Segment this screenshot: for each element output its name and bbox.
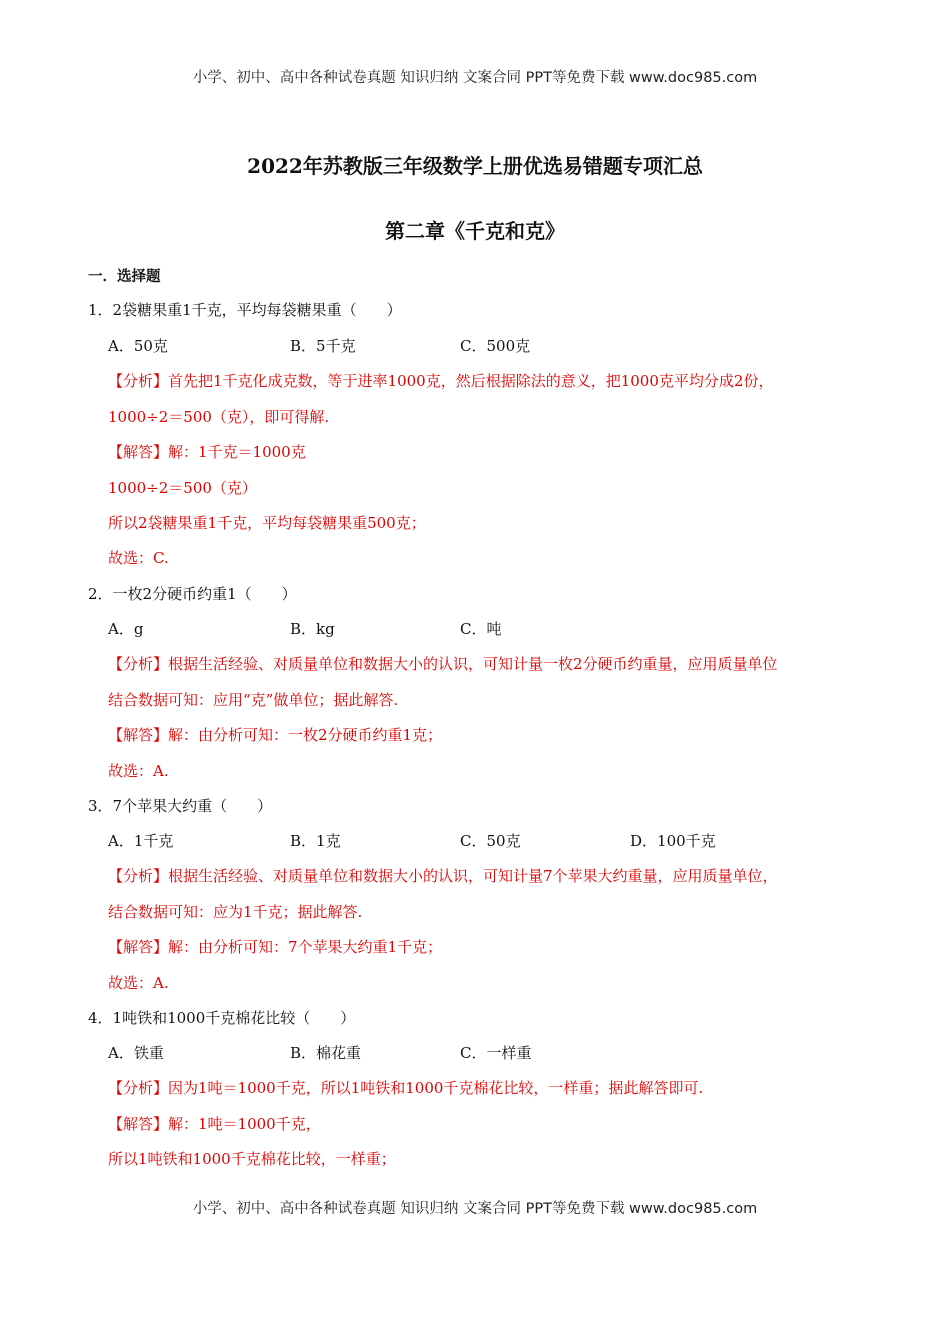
question-4-option-b: B．棉花重 [290, 1044, 362, 1062]
question-3-option-c: C．50克 [460, 832, 521, 850]
question-2-option-b: B．kg [290, 620, 335, 638]
question-4-option-a: A．铁重 [108, 1044, 164, 1062]
question-4-analysis-line-1: 【分析】因为1吨＝1000千克，所以1吨铁和1000千克棉花比较，一样重；据此解答即可. [108, 1079, 704, 1097]
question-2-stem: 2．一枚2分硬币约重1（ ） [88, 585, 297, 603]
question-4-option-c: C．一样重 [460, 1044, 532, 1062]
footer-banner: 小学、初中、高中各种试卷真题 知识归纳 文案合同 PPT等免费下载 www.doc985.com [192, 1201, 758, 1217]
question-3-analysis-line-2: 结合数据可知：应为1千克；据此解答. [108, 903, 363, 921]
question-1-answer-line-4: 故选：C. [108, 549, 169, 567]
question-3-answer-line-2: 故选：A. [108, 974, 169, 992]
document-title: 2022年苏教版三年级数学上册优选易错题专项汇总 [247, 154, 703, 178]
question-2-option-a: A．g [108, 620, 144, 638]
question-2-analysis-line-2: 结合数据可知：应用“克”做单位；据此解答. [108, 691, 399, 709]
question-1-analysis-line-1: 【分析】首先把1千克化成克数，等于进率1000克，然后根据除法的意义，把1000克平均分成2份， [108, 372, 774, 390]
question-3-option-a: A．1千克 [108, 832, 174, 850]
question-4-stem: 4．1吨铁和1000千克棉花比较（ ） [88, 1009, 356, 1027]
question-1-analysis-line-2: 1000÷2＝500（克），即可得解. [108, 408, 330, 426]
question-4-answer-line-2: 所以1吨铁和1000千克棉花比较，一样重； [108, 1150, 396, 1168]
question-1-stem: 1．2袋糖果重1千克，平均每袋糖果重（ ） [88, 301, 402, 319]
question-1-option-a: A．50克 [108, 337, 168, 355]
question-1-option-c: C．500克 [460, 337, 531, 355]
question-3-stem: 3．7个苹果大约重（ ） [88, 797, 273, 815]
question-1-option-b: B．5千克 [290, 337, 356, 355]
question-2-answer-line-2: 故选：A. [108, 762, 169, 780]
question-3-answer-line-1: 【解答】解：由分析可知：7个苹果大约重1千克； [108, 938, 443, 956]
question-1-answer-line-2: 1000÷2＝500（克） [108, 479, 257, 497]
header-banner: 小学、初中、高中各种试卷真题 知识归纳 文案合同 PPT等免费下载 www.doc985.com [192, 70, 758, 86]
question-4-answer-line-1: 【解答】解：1吨＝1000千克， [108, 1115, 321, 1133]
question-3-option-d: D．100千克 [630, 832, 716, 850]
question-1-answer-line-1: 【解答】解：1千克＝1000克 [108, 443, 306, 461]
chapter-title: 第二章《千克和克》 [385, 219, 565, 243]
question-2-option-c: C．吨 [460, 620, 502, 638]
question-3-analysis-line-1: 【分析】根据生活经验、对质量单位和数据大小的认识，可知计量7个苹果大约重量，应用质量单位， [108, 867, 778, 885]
section-heading: 一．选择题 [88, 268, 161, 285]
question-2-analysis-line-1: 【分析】根据生活经验、对质量单位和数据大小的认识，可知计量一枚2分硬币约重量，应用质量单位 [108, 655, 778, 673]
question-3-option-b: B．1克 [290, 832, 341, 850]
question-2-answer-line-1: 【解答】解：由分析可知：一枚2分硬币约重1克； [108, 726, 443, 744]
question-1-answer-line-3: 所以2袋糖果重1千克，平均每袋糖果重500克； [108, 514, 426, 532]
